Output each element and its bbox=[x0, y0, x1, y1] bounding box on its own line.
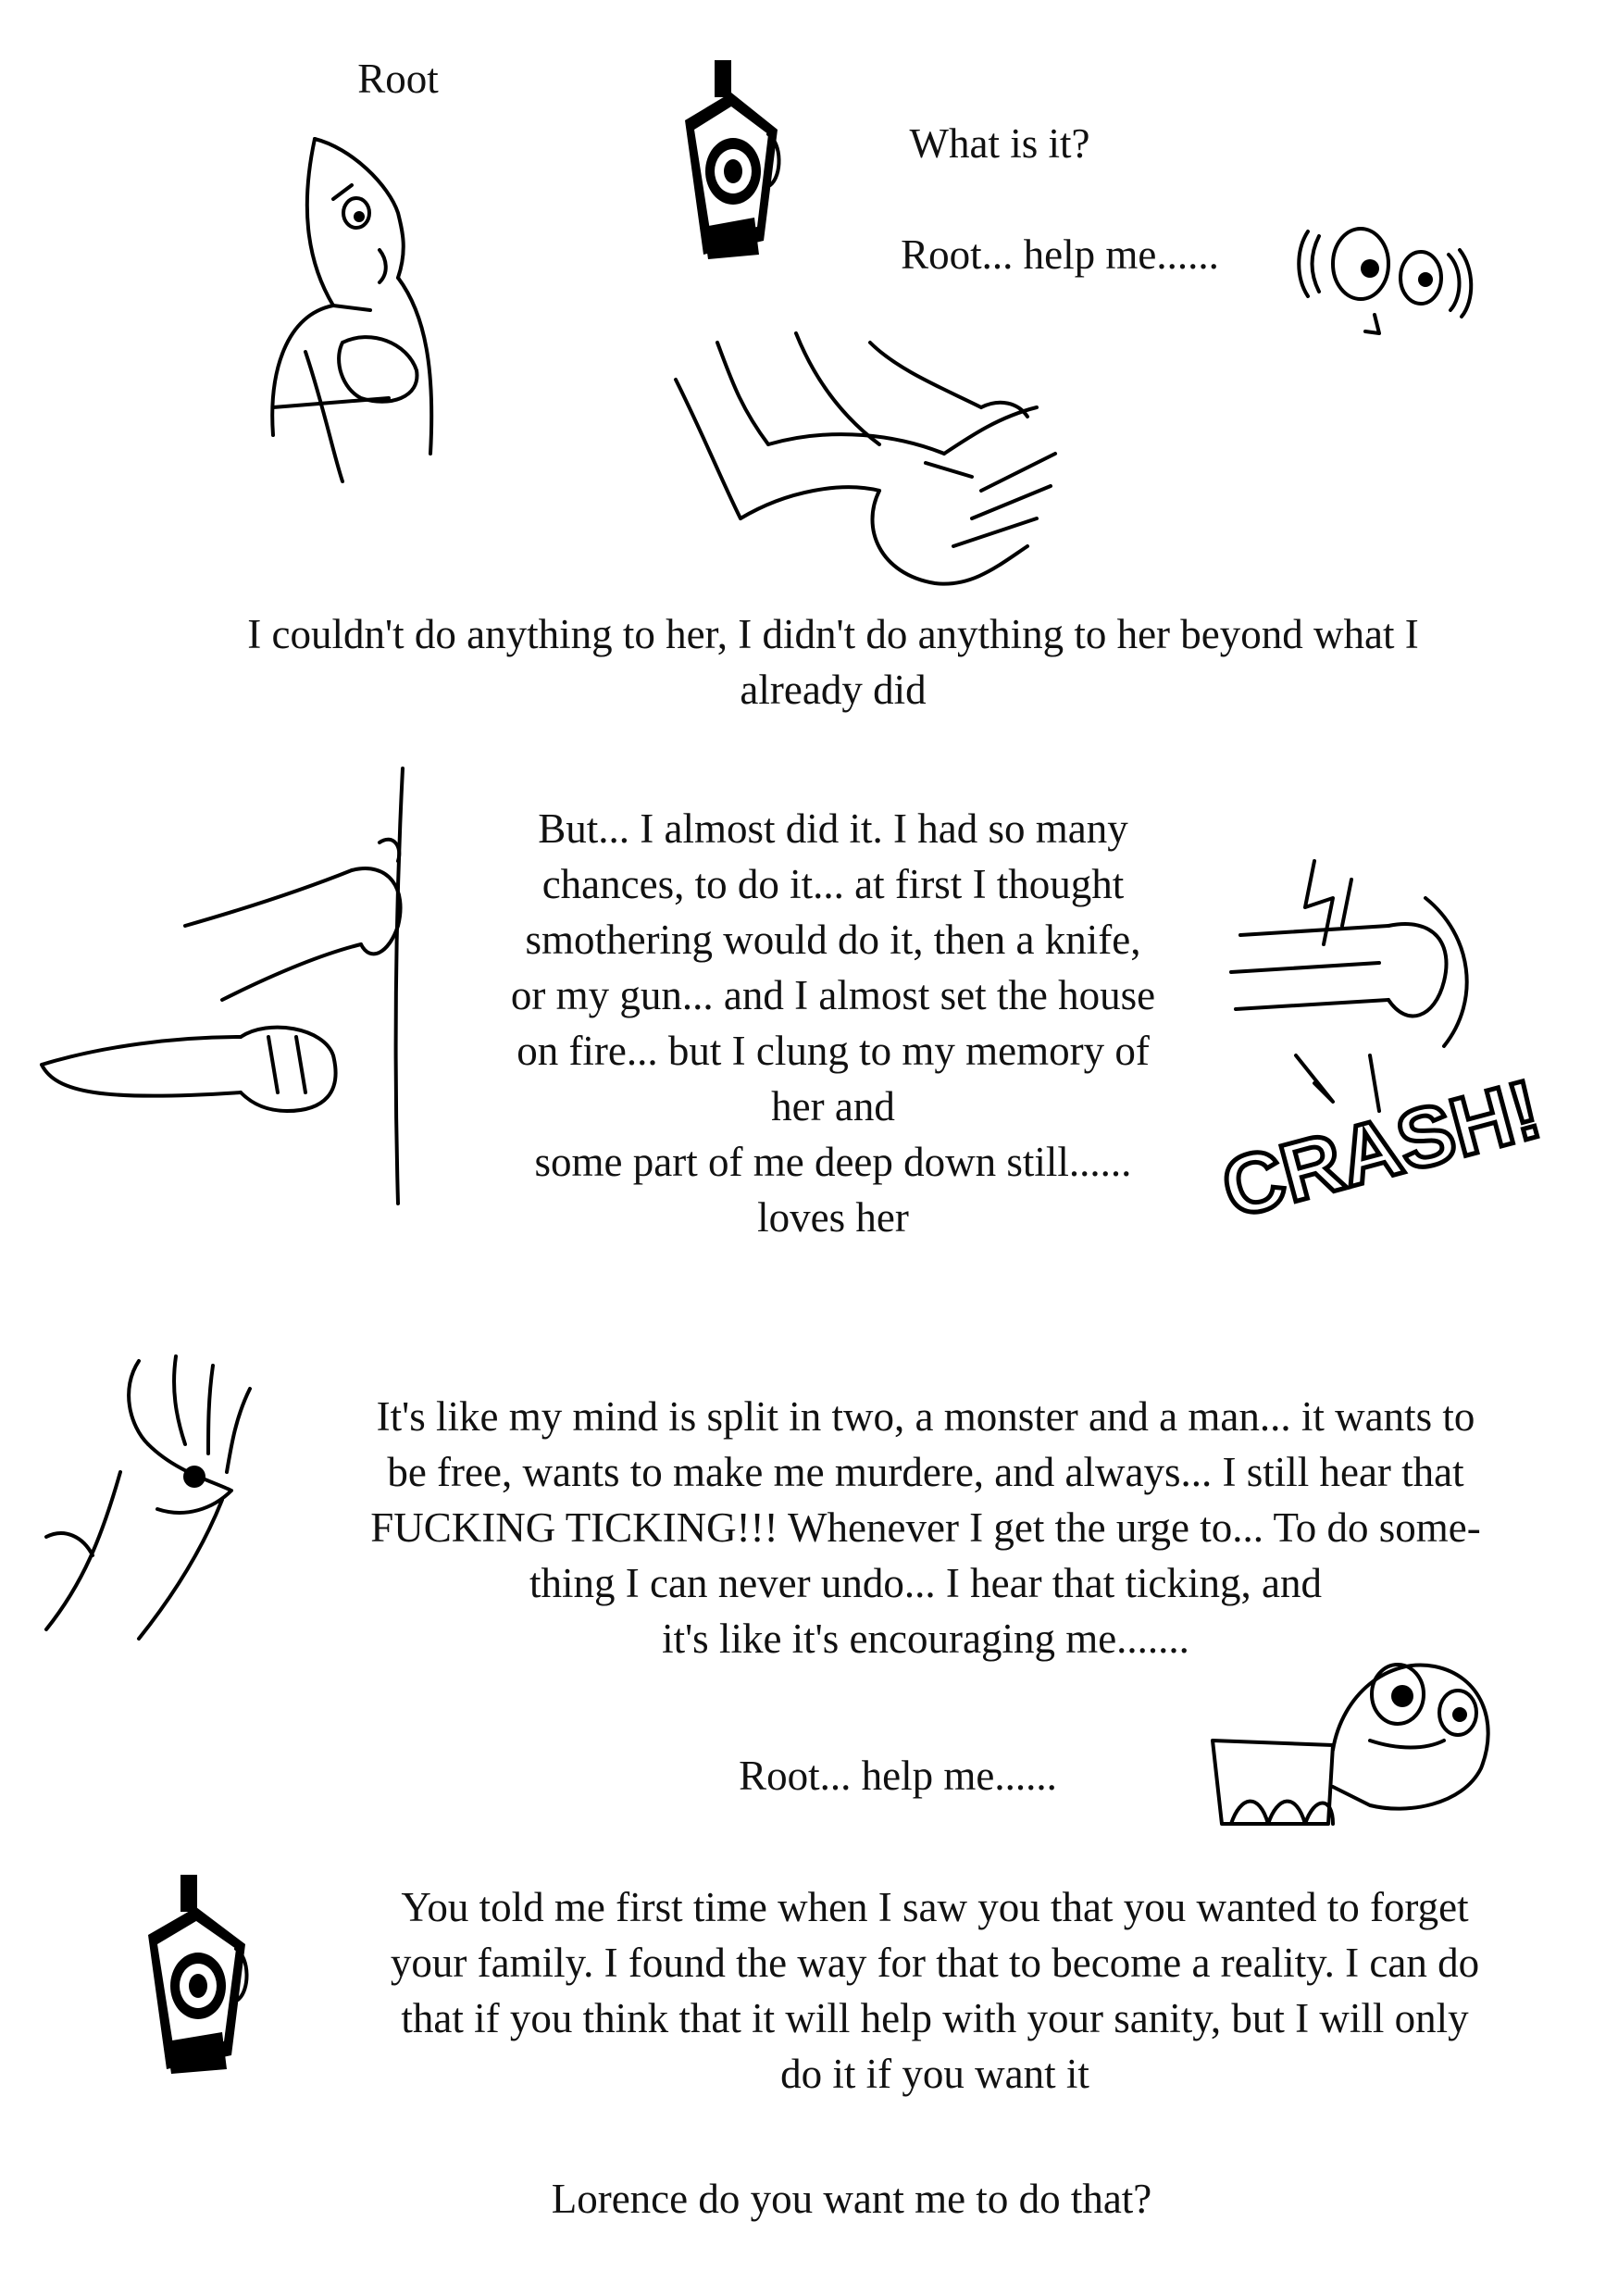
what-is-it-label: What is it? bbox=[909, 120, 1090, 167]
paragraph-four: You told me first time when I saw you that you wanted to forget your family. I found the way for that to become a reality. I can do that if you think that it will help with your sanity, but I will only do it if you want it bbox=[390, 1884, 1480, 2097]
help-label-middle: Root... help me...... bbox=[739, 1753, 1057, 1799]
clasped-hands-icon bbox=[666, 324, 1083, 602]
worried-face-icon bbox=[1203, 1639, 1509, 1842]
root-name-label: Root bbox=[357, 56, 439, 102]
help-label-top: Root... help me...... bbox=[901, 231, 1219, 278]
paragraph-two: But... I almost did it. I had so many chances, to do it... at first I thought smothering would do it, then a knife, or my gun... and I almost set the house on fire... but I clung to my memory of her and some part of me deep down still...... loves her bbox=[510, 805, 1156, 1241]
hand-on-pole-icon bbox=[28, 759, 417, 1213]
crash-sfx-text: CRASH! bbox=[1213, 1063, 1550, 1237]
closing-question: Lorence do you want me to do that? bbox=[551, 2176, 1152, 2222]
claw-hand-icon bbox=[37, 1352, 268, 1648]
paragraph-one: I couldn't do anything to her, I didn't do anything to her beyond what I already did bbox=[247, 611, 1419, 713]
crash-fist-icon bbox=[1203, 842, 1601, 1250]
root-character-icon bbox=[250, 130, 463, 500]
paragraph-three: It's like my mind is split in two, a monster and a man... it wants to be free, wants to make me murdere, and always... I still hear that FUCKING TICKING!!! Whenever I get the urge to... To do some- thing I can never undo... I hear that ticking, and it's like it's encouraging me....... bbox=[370, 1393, 1481, 1662]
tag-creature-icon-bottom bbox=[130, 1870, 268, 2083]
scared-eyes-icon bbox=[1291, 213, 1476, 343]
tag-creature-icon bbox=[666, 56, 796, 268]
